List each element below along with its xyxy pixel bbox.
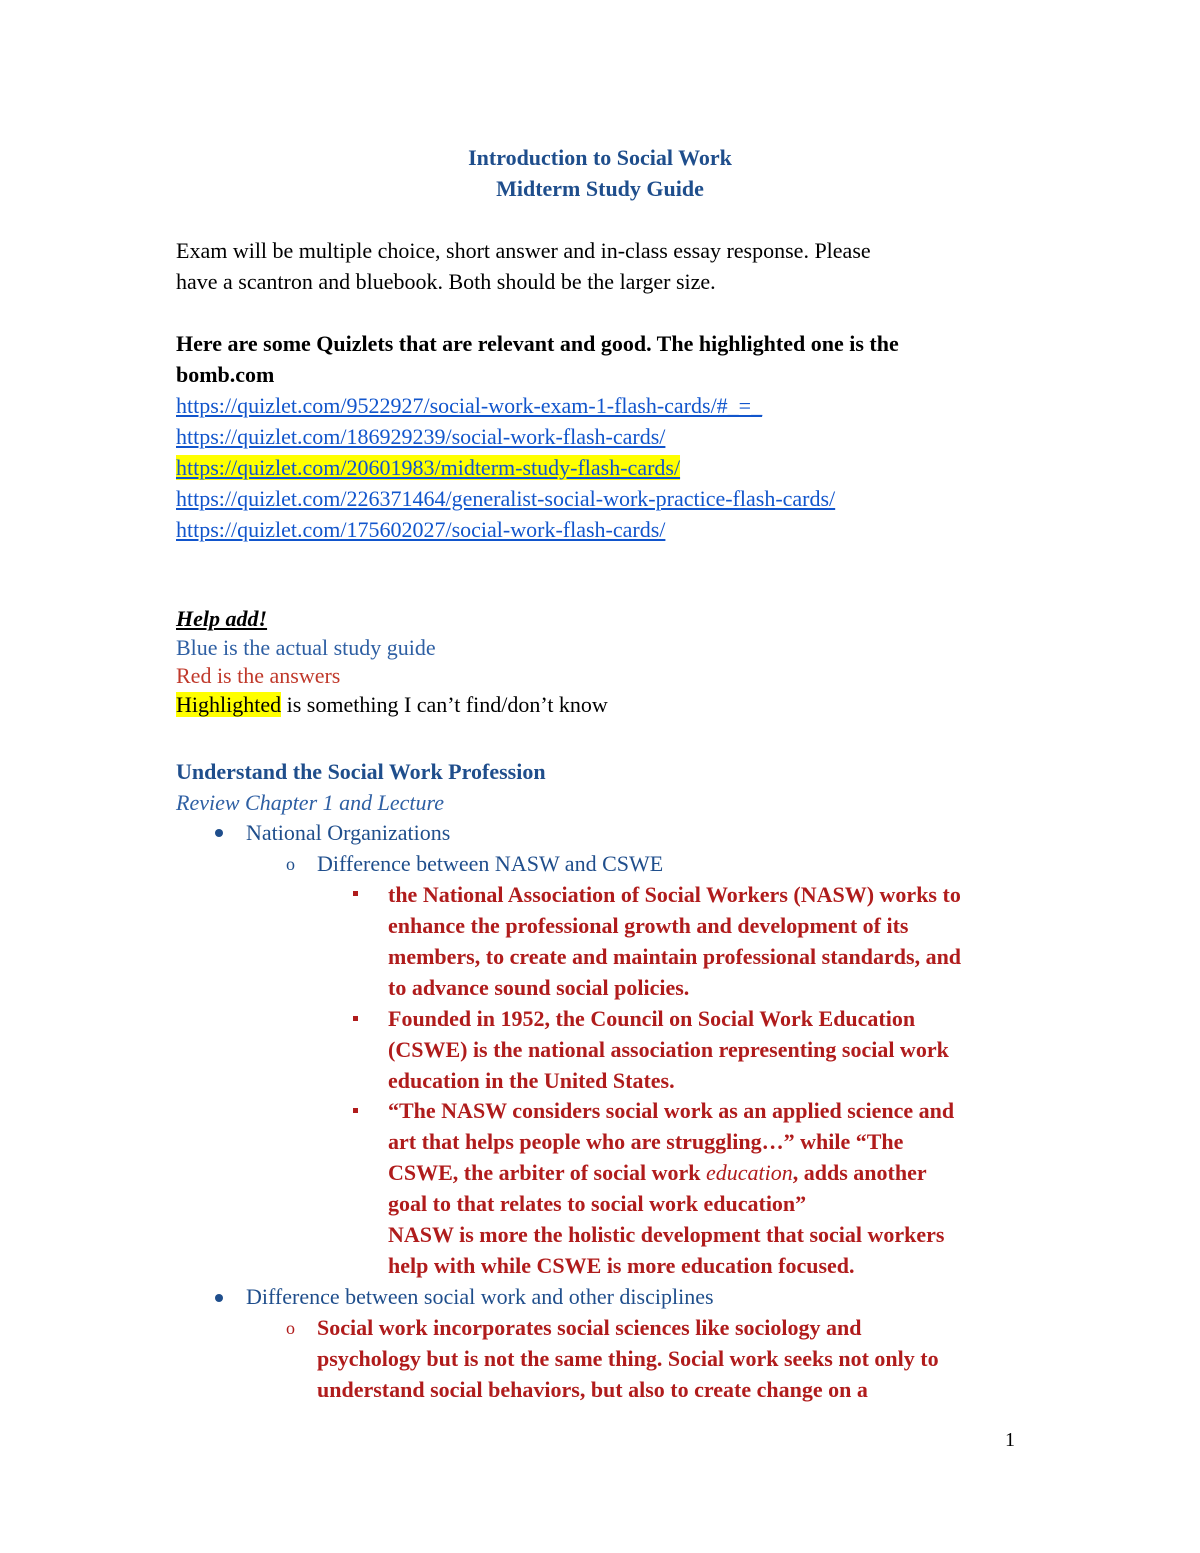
answer-comparison-line-5: NASW is more the holistic development that social workers	[388, 1222, 945, 1247]
answer-nasw-line-1: the National Association of Social Workers (NASW) works to	[388, 882, 961, 907]
quizlet-link-5[interactable]: https://quizlet.com/175602027/social-work-flash-cards/	[176, 517, 666, 542]
quizlet-intro-line-2: bomb.com	[176, 362, 275, 387]
quizlet-link-2[interactable]: https://quizlet.com/186929239/social-work-flash-cards/	[176, 424, 666, 449]
legend-red: Red is the answers	[176, 663, 341, 688]
bullet-other-disciplines: Difference between social work and other disciplines	[246, 1284, 714, 1309]
quizlet-link-1[interactable]: https://quizlet.com/9522927/social-work-exam-1-flash-cards/#_=_	[176, 393, 763, 418]
page-number: 1	[1005, 1429, 1015, 1451]
answer-comparison	[388, 1095, 1068, 1281]
bullet-dot-2	[215, 1294, 223, 1302]
answer-disciplines	[317, 1312, 1077, 1405]
answer-cswe-line-3: education in the United States.	[388, 1068, 675, 1093]
legend-highlighted	[176, 691, 608, 720]
answer-cswe	[388, 1003, 1068, 1096]
answer-marker-1	[353, 891, 358, 896]
answer-disciplines-line-1: Social work incorporates social sciences like sociology and	[317, 1315, 862, 1340]
answer-cswe-line-1: Founded in 1952, the Council on Social Work Education	[388, 1006, 916, 1031]
sub-item-nasw-vs-cswe: Difference between NASW and CSWE	[317, 851, 664, 876]
section-subheading: Review Chapter 1 and Lecture	[176, 790, 445, 815]
legend-highlighted-word: Highlighted	[176, 691, 282, 717]
answer-comparison-line-2: art that helps people who are struggling…” while “The	[388, 1129, 904, 1154]
answer-nasw-line-3: members, to create and maintain professional standards, and	[388, 944, 962, 969]
section-heading: Understand the Social Work Profession	[176, 759, 546, 784]
quizlet-link-3-text: https://quizlet.com/20601983/midterm-study-flash-cards/	[176, 455, 681, 480]
answer-comparison-line-3b: , adds another	[792, 1160, 927, 1185]
answer-comparison-emphasis: education	[705, 1160, 793, 1185]
answer-comparison-line-4: goal to that relates to social work education”	[388, 1191, 807, 1216]
exam-format-line-2: have a scantron and bluebook. Both should be the larger size.	[176, 269, 716, 294]
sub-bullet-marker-1: o	[286, 854, 295, 874]
answer-comparison-line-6: help with while CSWE is more education focused.	[388, 1253, 855, 1278]
exam-format-paragraph	[176, 235, 1036, 297]
legend-highlighted-rest: is something I can’t find/don’t know	[281, 691, 608, 717]
quizlet-link-3-highlighted[interactable]	[176, 452, 1076, 483]
help-add-heading: Help add!	[176, 606, 268, 631]
document-subtitle: Midterm Study Guide	[496, 176, 704, 201]
answer-comparison-line-1: “The NASW considers social work as an applied science and	[388, 1098, 955, 1123]
quizlet-intro-paragraph	[176, 328, 1036, 390]
quizlet-link-4[interactable]: https://quizlet.com/226371464/generalist-social-work-practice-flash-cards/	[176, 486, 836, 511]
sub-bullet-marker-2: o	[286, 1318, 295, 1338]
answer-nasw	[388, 879, 1068, 1003]
answer-disciplines-line-2: psychology but is not the same thing. Social work seeks not only to	[317, 1346, 939, 1371]
quizlet-link-list	[176, 390, 1076, 545]
answer-nasw-line-4: to advance sound social policies.	[388, 975, 690, 1000]
answer-cswe-line-2: (CSWE) is the national association representing social work	[388, 1037, 949, 1062]
answer-marker-2	[353, 1016, 358, 1021]
answer-marker-3	[353, 1108, 358, 1113]
bullet-national-organizations: National Organizations	[246, 820, 451, 845]
answer-disciplines-line-3: understand social behaviors, but also to create change on a	[317, 1377, 868, 1402]
bullet-dot-1	[215, 829, 223, 837]
exam-format-line-1: Exam will be multiple choice, short answer and in-class essay response. Please	[176, 238, 871, 263]
legend-blue: Blue is the actual study guide	[176, 634, 436, 660]
quizlet-intro-line-1: Here are some Quizlets that are relevant and good. The highlighted one is the	[176, 331, 899, 356]
document-title: Introduction to Social Work	[468, 145, 732, 170]
answer-comparison-line-3a: CSWE, the arbiter of social work	[388, 1160, 706, 1185]
answer-nasw-line-2: enhance the professional growth and development of its	[388, 913, 909, 938]
color-legend	[176, 605, 608, 719]
